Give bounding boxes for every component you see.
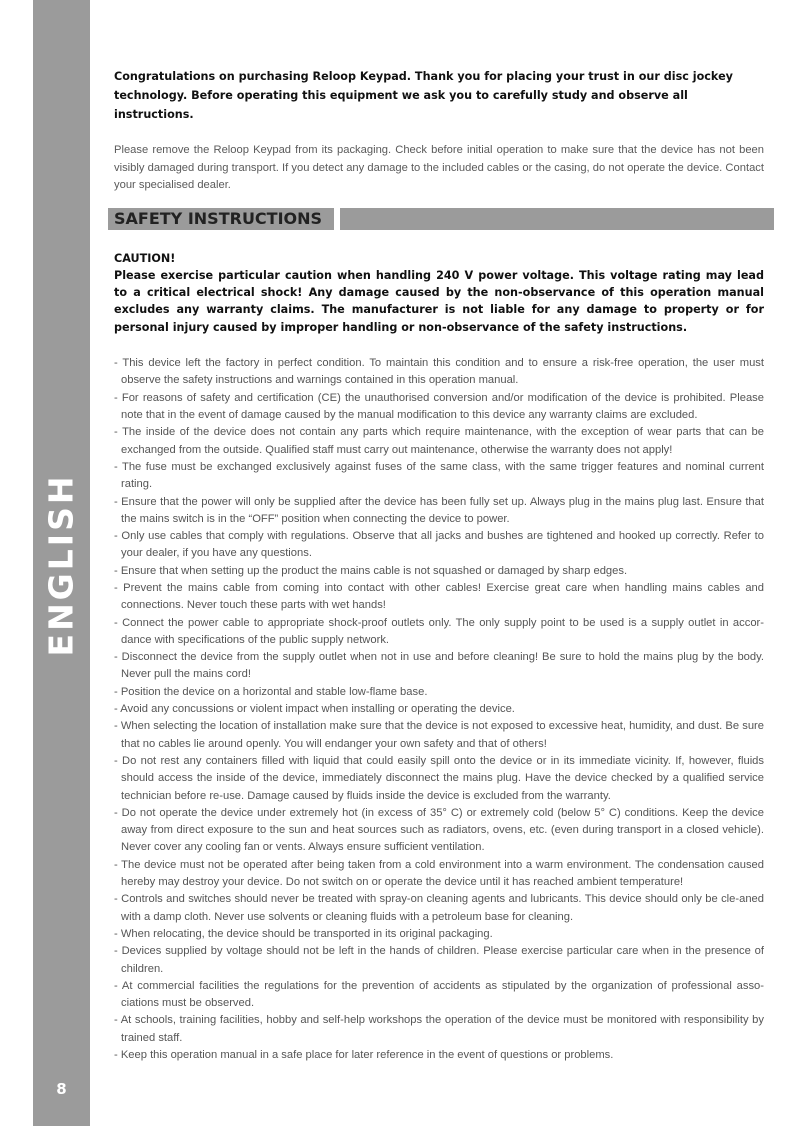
list-item: - For reasons of safety and certification (CE) the unauthorised conversion and/or modification of the device is prohibited. Please note that in the event of damage caused by the manual modification to this device any warranty claims are excluded. [114,391,764,422]
list-item: - Disconnect the device from the supply outlet when not in use and before cleaning! Be sure to hold the mains plug by the body. Never pull the mains cord! [114,651,764,681]
page-number: 8 [56,1080,67,1098]
list-item: - Devices supplied by voltage should not be left in the hands of children. Please exercise particular care when in the presence of children. [114,945,764,975]
list-item: - Ensure that the power will only be supplied after the device has been fully set up. Always plug in the mains plug last. Ensure that the mains switch is in the “OFF” position when connecting the device to power. [114,495,764,525]
safety-rules-list [114,355,764,1064]
section-header-bar [108,208,774,230]
page-content [114,67,764,1064]
list-item: - Position the device on a horizontal and stable low-flame base. [114,685,428,698]
list-item: - The fuse must be exchanged exclusively against fuses of the same class, with the same trigger features and nominal current rating. [114,460,764,491]
language-label: ENGLISH [41,473,81,657]
list-item: - Controls and switches should never be treated with spray-on cleaning agents and lubricants. This device should only be cle-aned with a damp cloth. Never use solvents or cleaning fluids with a petroleum base for cleaning. [114,893,764,923]
caution-text: Please exercise particular caution when handling 240 V power voltage. This voltage rating may lead to a critical electrical shock! Any damage caused by the non-observance of this operation manual excludes any warranty claims. The manufacturer is not liable for any damage to property or for personal injury caused by improper handling or non-observance of the safety instructions. [114,268,764,334]
section-title-text: SAFETY INSTRUCTIONS [108,208,334,230]
intro-bold-text: Congratulations on purchasing Reloop Keypad. Thank you for placing your trust in our disc jockey technology. Before operating this equipment we ask you to carefully study and observe all instructions. [114,70,733,121]
list-item: - Prevent the mains cable from coming into contact with other cables! Exercise great care when handling mains cables and connections. Never touch these parts with wet hands! [114,581,764,612]
list-item: - Connect the power cable to appropriate shock-proof outlets only. The only supply point to be used is a supply outlet in accor-dance with specifications of the public supply network. [114,616,764,646]
list-item: - This device left the factory in perfect condition. To maintain this condition and to ensure a risk-free operation, the user must observe the safety instructions and warnings contained in this operation manual. [114,357,764,387]
intro-text: Please remove the Reloop Keypad from its packaging. Check before initial operation to make sure that the device has not been visibly damaged during transport. If you detect any damage to the included cables or the casing, do not operate the device. Contact your specialised dealer. [114,144,764,191]
list-item: - The inside of the device does not contain any parts which require maintenance, with the exception of wear parts that can be exchanged from the outside. Qualified staff must carry out maintenance, otherwise the warranty does not apply! [114,426,764,456]
list-item: - Avoid any concussions or violent impact when installing or operating the device. [114,703,515,716]
list-item: - Do not operate the device under extremely hot (in excess of 35° C) or extremely cold (below 5° C) conditions. Keep the device away from direct exposure to the sun and heat sources such as radiators, ovens, etc. (even during transport in a closed vehicle). Never cover any cooling fan or vents. Always ensure sufficient ventilation. [114,806,764,854]
list-item: - Only use cables that comply with regulations. Observe that all jacks and bushes are tightened and hooked up correctly. Refer to your dealer, if you have any questions. [114,530,764,560]
list-item: - At schools, training facilities, hobby and self-help workshops the operation of the device must be monitored with responsibility by trained staff. [114,1014,764,1044]
section-title [108,208,340,230]
caution-heading: CAUTION! [114,251,176,265]
list-item: - When relocating, the device should be transported in its original packaging. [114,927,493,940]
list-item: - Ensure that when setting up the product the mains cable is not squashed or damaged by sharp edges. [114,564,628,577]
list-item: - When selecting the location of installation make sure that the device is not exposed to excessive heat, humidity, and dust. Be sure that no cables lie around openly. You will endanger your own safety and that of others! [114,720,764,750]
list-item: - Do not rest any containers filled with liquid that could easily spill onto the device or in its immediate vicinity. If, however, fluids should access the inside of the device, immediately disconnect the mains plug. Have the device checked by a qualified service technician before re-use. Damage caused by fluids inside the device is excluded from the warranty. [114,754,764,802]
list-item: - The device must not be operated after being taken from a cold environment into a warm environment. The condensation caused hereby may destroy your device. Do not switch on or operate the device until it has reached ambient temperature! [114,858,764,889]
list-item: - At commercial facilities the regulations for the prevention of accidents as stipulated by the organization of professional asso-ciations must be observed. [114,979,764,1010]
list-item: - Keep this operation manual in a safe place for later reference in the event of questions or problems. [114,1049,614,1061]
